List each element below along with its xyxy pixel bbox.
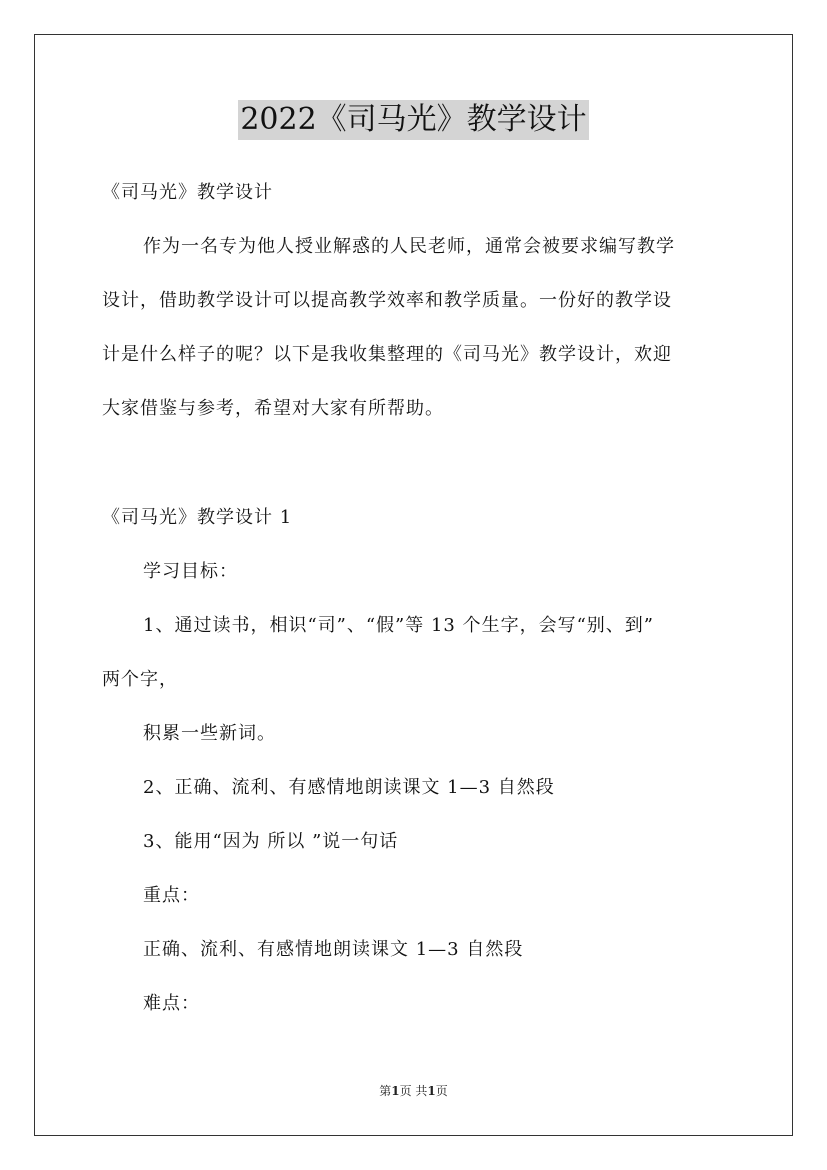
page-footer	[0, 1083, 827, 1099]
objective-item-2: 2、正确、流利、有感情地朗读课文 1—3 自然段	[143, 777, 555, 798]
objective-item-1: 1、通过读书，相识“司”、“假”等 13 个生字，会写“别、到”	[143, 615, 655, 636]
key-point-text: 正确、流利、有感情地朗读课文 1—3 自然段	[143, 939, 524, 960]
subheading-objectives: 学习目标：	[143, 561, 238, 582]
title-wrapper	[0, 100, 827, 140]
paragraph-line: 设计，借助教学设计可以提高教学效率和教学质量。一份好的教学设	[102, 290, 672, 311]
document-title: 2022《司马光》教学设计	[238, 100, 588, 140]
footer-page-total: 1	[427, 1084, 436, 1098]
paragraph-line: 作为一名专为他人授业解惑的人民老师，通常会被要求编写教学	[143, 236, 675, 257]
footer-page-suffix: 页	[435, 1084, 448, 1098]
objective-item-1-cont2: 积累一些新词。	[143, 723, 276, 744]
footer-page-mid: 页 共	[399, 1084, 428, 1098]
paragraph-line: 大家借鉴与参考，希望对大家有所帮助。	[102, 398, 444, 419]
subheading-difficulties: 难点：	[143, 993, 200, 1014]
objective-item-1-cont: 两个字，	[102, 669, 178, 690]
section-heading-1: 《司马光》教学设计 1	[102, 507, 293, 528]
paragraph-line: 计是什么样子的呢？以下是我收集整理的《司马光》教学设计，欢迎	[102, 344, 672, 365]
subheading-key-points: 重点：	[143, 885, 200, 906]
objective-item-3: 3、能用“因为 所以 ”说一句话	[143, 831, 399, 852]
section-heading-intro: 《司马光》教学设计	[102, 182, 273, 203]
footer-page-number: 1	[391, 1084, 400, 1098]
footer-page-prefix: 第	[379, 1084, 392, 1098]
